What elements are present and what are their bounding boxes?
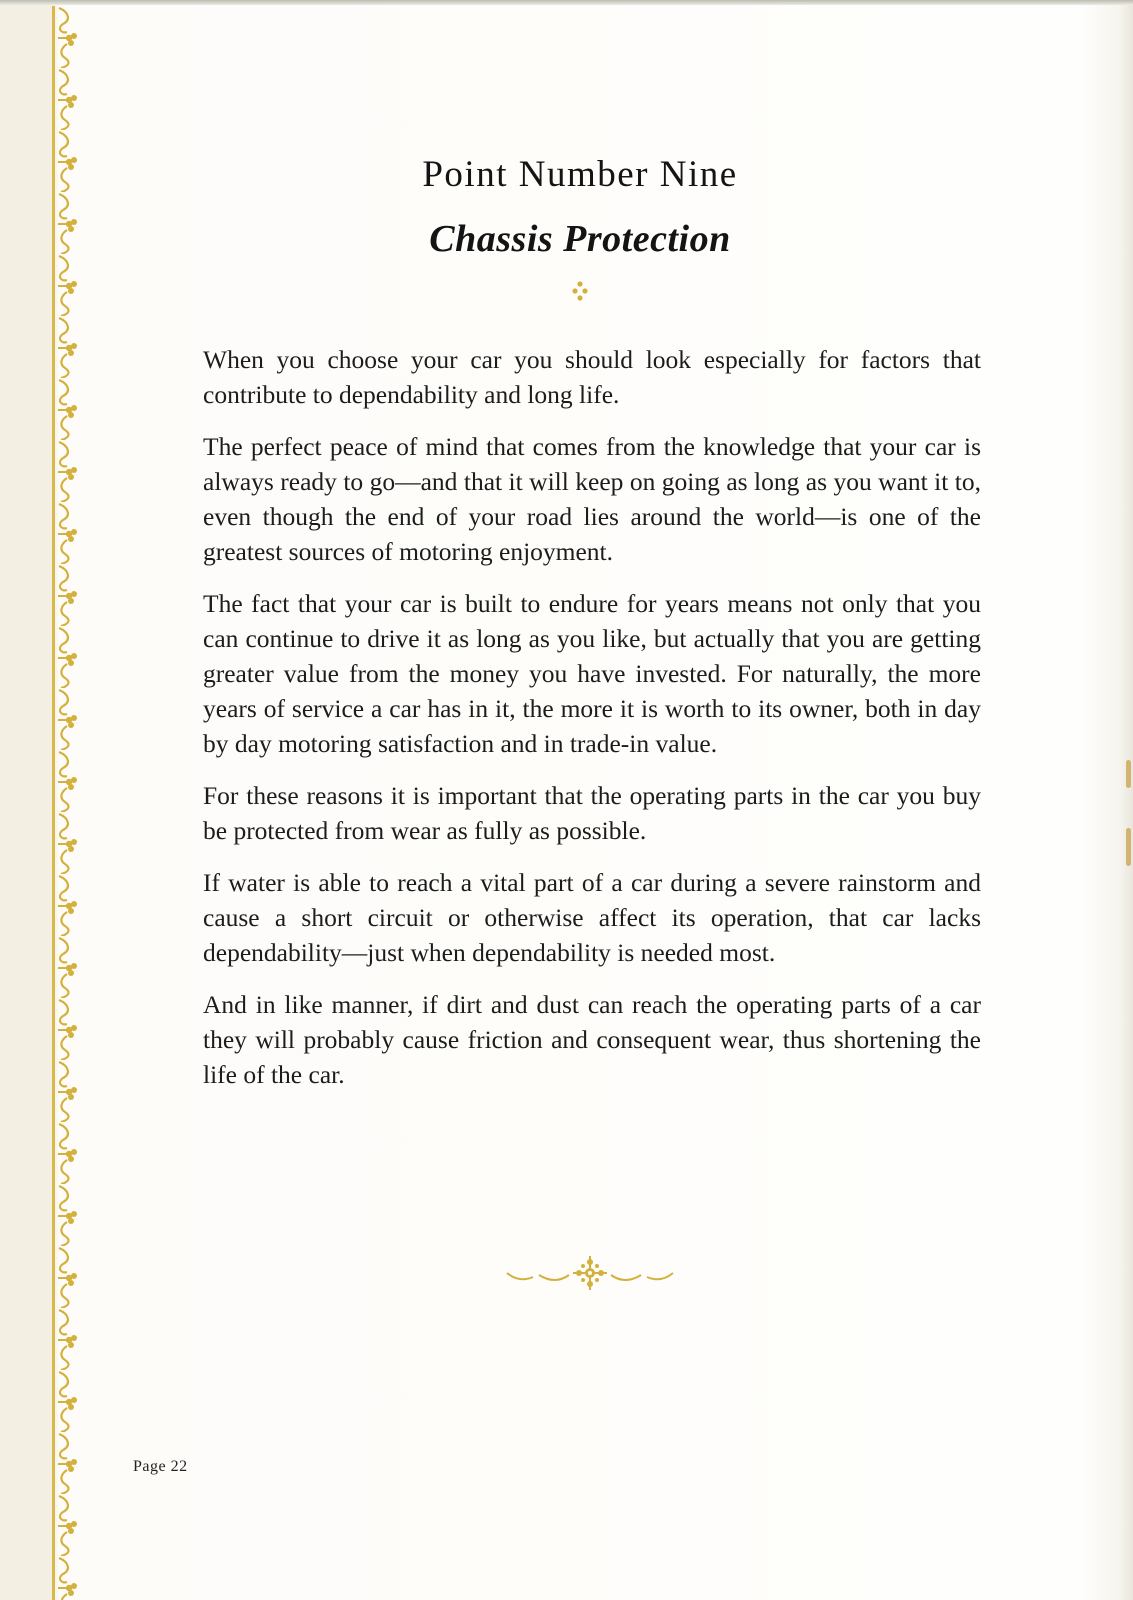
paragraph: The fact that your car is built to endure for years means not only that you can continue to drive it as long as you like, but actually that you are getting greater value from the money you have invested. For naturally, the more years of service a car has in it, the more it is worth to its owner, both in day by day motoring satisfaction and in trade-in value.: [203, 589, 981, 758]
page-subtitle: Chassis Protection: [429, 217, 731, 260]
page-edge-tab: [1126, 760, 1131, 788]
paragraph: For these reasons it is important that the operating parts in the car you buy be protected from wear as fully as possible.: [203, 781, 981, 845]
page-edge-tab: [1126, 828, 1131, 866]
paragraph: And in like manner, if dirt and dust can reach the operating parts of a car they will probably cause friction and consequent wear, thus shortening the life of the car.: [203, 990, 981, 1089]
paragraph: The perfect peace of mind that comes from the knowledge that your car is always ready to go—and that it will keep on going as long as you want it to, even though the end of your road lies around the world—is one of the greatest sources of motoring enjoyment.: [203, 432, 981, 566]
page-top-edge: [0, 0, 1133, 5]
body-text: [203, 342, 981, 1109]
paragraph: If water is able to reach a vital part of a car during a severe rainstorm and cause a short circuit or otherwise affect its operation, that car lacks dependability—just when dependability is needed most.: [203, 868, 981, 967]
page-title: Point Number Nine: [422, 153, 738, 195]
scalloped-cross-ornament-icon: [505, 1255, 675, 1291]
paragraph: When you choose your car you should look especially for factors that contribute to dependability and long life.: [203, 345, 981, 409]
four-dot-diamond-ornament-icon: [570, 280, 590, 304]
page-number: Page 22: [133, 1458, 188, 1475]
